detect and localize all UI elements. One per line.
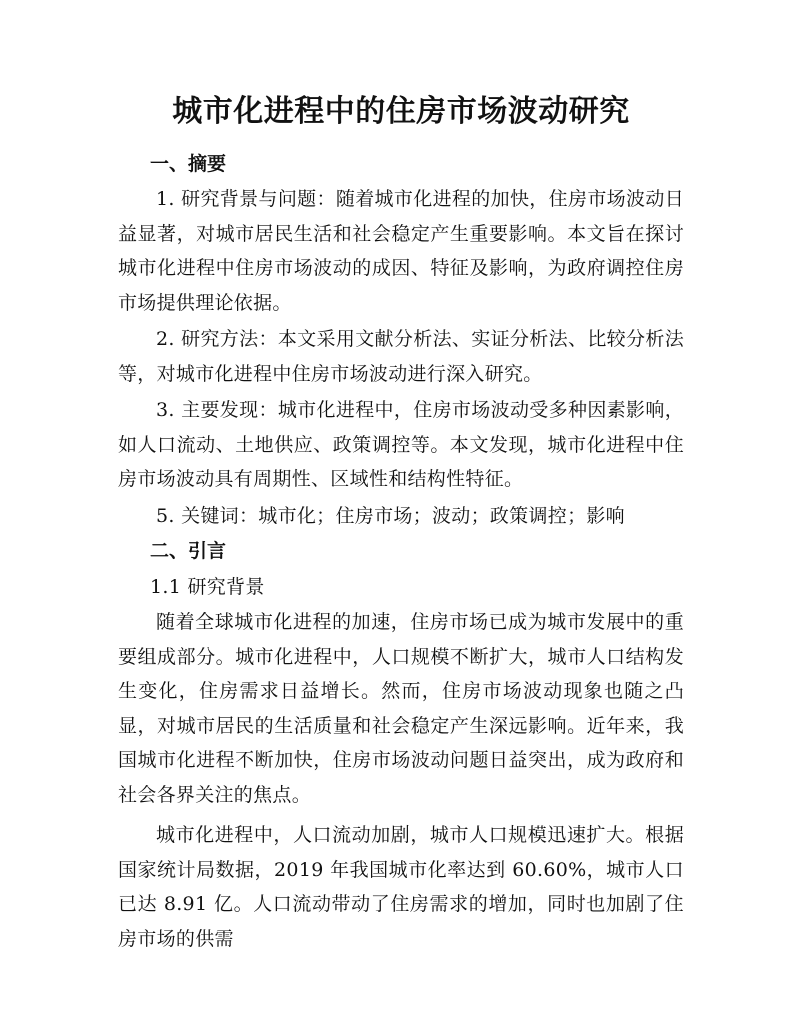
subsection-heading-background: 1.1 研究背景 bbox=[150, 576, 265, 598]
document-title: 城市化进程中的住房市场波动研究 bbox=[172, 94, 630, 129]
intro-paragraph: 随着全球城市化进程的加速，住房市场已成为城市发展中的重要组成部分。城市化进程中，人口规模不断扩大，城市人口结构发生变化，住房需求日益增长。然而，住房市场波动现象也随之凸显，对城市居民的生活质量和社会稳定产生深远影响。近年来，我国城市化进程不断加快，住房市场波动问题日益突出，成为政府和社会各界关注的焦点。 bbox=[118, 611, 684, 806]
abstract-background-paragraph: 1. 研究背景与问题：随着城市化进程的加快，住房市场波动日益显著，对城市居民生活和社会稳定产生重要影响。本文旨在探讨城市化进程中住房市场波动的成因、特征及影响，为政府调控住房市场提供理论依据。 bbox=[118, 188, 684, 314]
abstract-keywords-paragraph: 5. 关键词：城市化；住房市场；波动；政策调控；影响 bbox=[156, 504, 625, 527]
section-heading-introduction: 二、引言 bbox=[150, 540, 227, 562]
abstract-method-paragraph: 2. 研究方法：本文采用文献分析法、实证分析法、比较分析法等，对城市化进程中住房市场波动进行深入研究。 bbox=[118, 328, 684, 385]
intro-paragraph: 城市化进程中，人口流动加剧，城市人口规模迅速扩大。根据国家统计局数据，2019 年我国城市化率达到 60.60%，城市人口已达 8.91 亿。人口流动带动了住房需求的增加，同时也加剧了住房市场的供需 bbox=[118, 824, 684, 950]
abstract-findings-paragraph: 3. 主要发现：城市化进程中，住房市场波动受多种因素影响，如人口流动、土地供应、政策调控等。本文发现，城市化进程中住房市场波动具有周期性、区域性和结构性特征。 bbox=[118, 399, 684, 490]
section-heading-abstract: 一、摘要 bbox=[150, 153, 227, 175]
document-page bbox=[118, 90, 684, 956]
